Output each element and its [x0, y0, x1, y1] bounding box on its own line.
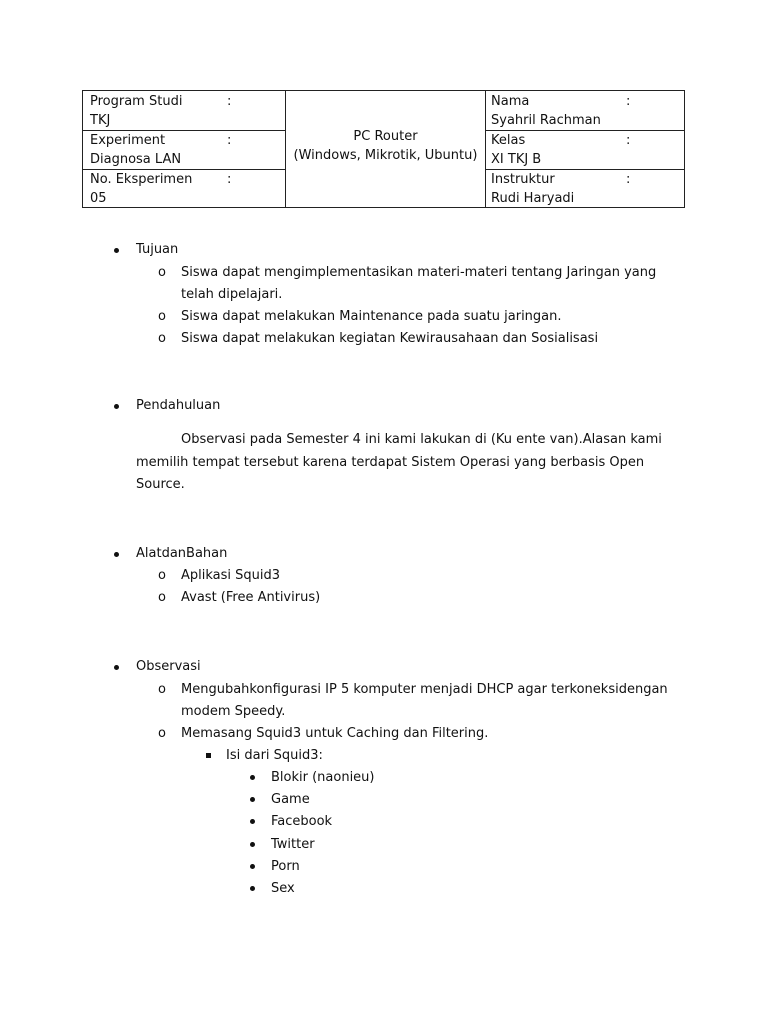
section-heading-pendahuluan: Pendahuluan: [136, 398, 221, 413]
list-item-continuation: modem Speedy.: [181, 704, 286, 719]
sub-list-item: Twitter: [271, 837, 315, 852]
bullet-icon: [114, 552, 119, 557]
cell-value: Rudi Haryadi: [491, 191, 575, 206]
table-cell-experiment: [90, 131, 280, 169]
cell-colon: :: [227, 172, 232, 187]
sub-list-item: Blokir (naonieu): [271, 770, 375, 785]
cell-value: Diagnosa LAN: [90, 152, 182, 167]
section-heading-alat: AlatdanBahan: [136, 546, 228, 561]
sub-list-item: Facebook: [271, 814, 333, 829]
bullet-icon: [250, 842, 255, 847]
bullet-icon: [250, 864, 255, 869]
bullet-icon: [250, 775, 255, 780]
hollow-bullet-icon: o: [158, 682, 166, 697]
list-item: Siswa dapat mengimplementasikan materi-materi tentang Jaringan yang: [181, 265, 657, 280]
table-cell-nama: [491, 92, 681, 130]
list-item: Siswa dapat melakukan Maintenance pada suatu jaringan.: [181, 309, 562, 324]
bullet-icon: [250, 797, 255, 802]
cell-colon: :: [227, 94, 232, 109]
list-item: Memasang Squid3 untuk Caching dan Filtering.: [181, 726, 489, 741]
title-line-1: PC Router: [353, 129, 418, 144]
bullet-icon: [114, 404, 119, 409]
sub-list-item: Game: [271, 792, 310, 807]
list-item: Mengubahkonfigurasi IP 5 komputer menjadi DHCP agar terkoneksidengan: [181, 682, 668, 697]
bullet-icon: [250, 886, 255, 891]
bullet-icon: [250, 819, 255, 824]
hollow-bullet-icon: o: [158, 568, 166, 583]
table-cell-kelas: [491, 131, 681, 169]
header-table: [82, 90, 685, 208]
title-line-2: (Windows, Mikrotik, Ubuntu): [293, 148, 478, 163]
cell-label: Program Studi: [90, 94, 183, 109]
sub-list-heading: Isi dari Squid3:: [226, 748, 323, 763]
list-item-continuation: telah dipelajari.: [181, 287, 283, 302]
square-bullet-icon: [206, 753, 211, 758]
cell-label: Experiment: [90, 133, 166, 148]
table-divider: [485, 91, 486, 207]
paragraph-line: Source.: [136, 477, 185, 492]
section-heading-observasi: Observasi: [136, 659, 201, 674]
table-cell-instruktur: [491, 170, 681, 208]
cell-colon: :: [626, 133, 631, 148]
cell-value: XI TKJ B: [491, 152, 542, 167]
cell-colon: :: [626, 172, 631, 187]
cell-value: Syahril Rachman: [491, 113, 601, 128]
cell-label: No. Eksperimen: [90, 172, 193, 187]
cell-colon: :: [626, 94, 631, 109]
hollow-bullet-icon: o: [158, 309, 166, 324]
table-cell-title: [286, 127, 485, 165]
table-cell-no-eksperimen: [90, 170, 280, 208]
bullet-icon: [114, 665, 119, 670]
hollow-bullet-icon: o: [158, 590, 166, 605]
hollow-bullet-icon: o: [158, 726, 166, 741]
cell-label: Nama: [491, 94, 530, 109]
cell-label: Instruktur: [491, 172, 555, 187]
cell-value: TKJ: [90, 113, 111, 128]
cell-colon: :: [227, 133, 232, 148]
table-cell-program-studi: [90, 92, 280, 130]
cell-value: 05: [90, 191, 107, 206]
paragraph-line: Observasi pada Semester 4 ini kami lakukan di (Ku ente van).Alasan kami: [181, 432, 662, 447]
bullet-icon: [114, 248, 119, 253]
sub-list-item: Sex: [271, 881, 295, 896]
cell-label: Kelas: [491, 133, 526, 148]
section-heading-tujuan: Tujuan: [136, 242, 179, 257]
hollow-bullet-icon: o: [158, 265, 166, 280]
sub-list-item: Porn: [271, 859, 300, 874]
list-item: Aplikasi Squid3: [181, 568, 281, 583]
list-item: Avast (Free Antivirus): [181, 590, 321, 605]
paragraph-line: memilih tempat tersebut karena terdapat Sistem Operasi yang berbasis Open: [136, 455, 645, 470]
list-item: Siswa dapat melakukan kegiatan Kewirausahaan dan Sosialisasi: [181, 331, 599, 346]
hollow-bullet-icon: o: [158, 331, 166, 346]
